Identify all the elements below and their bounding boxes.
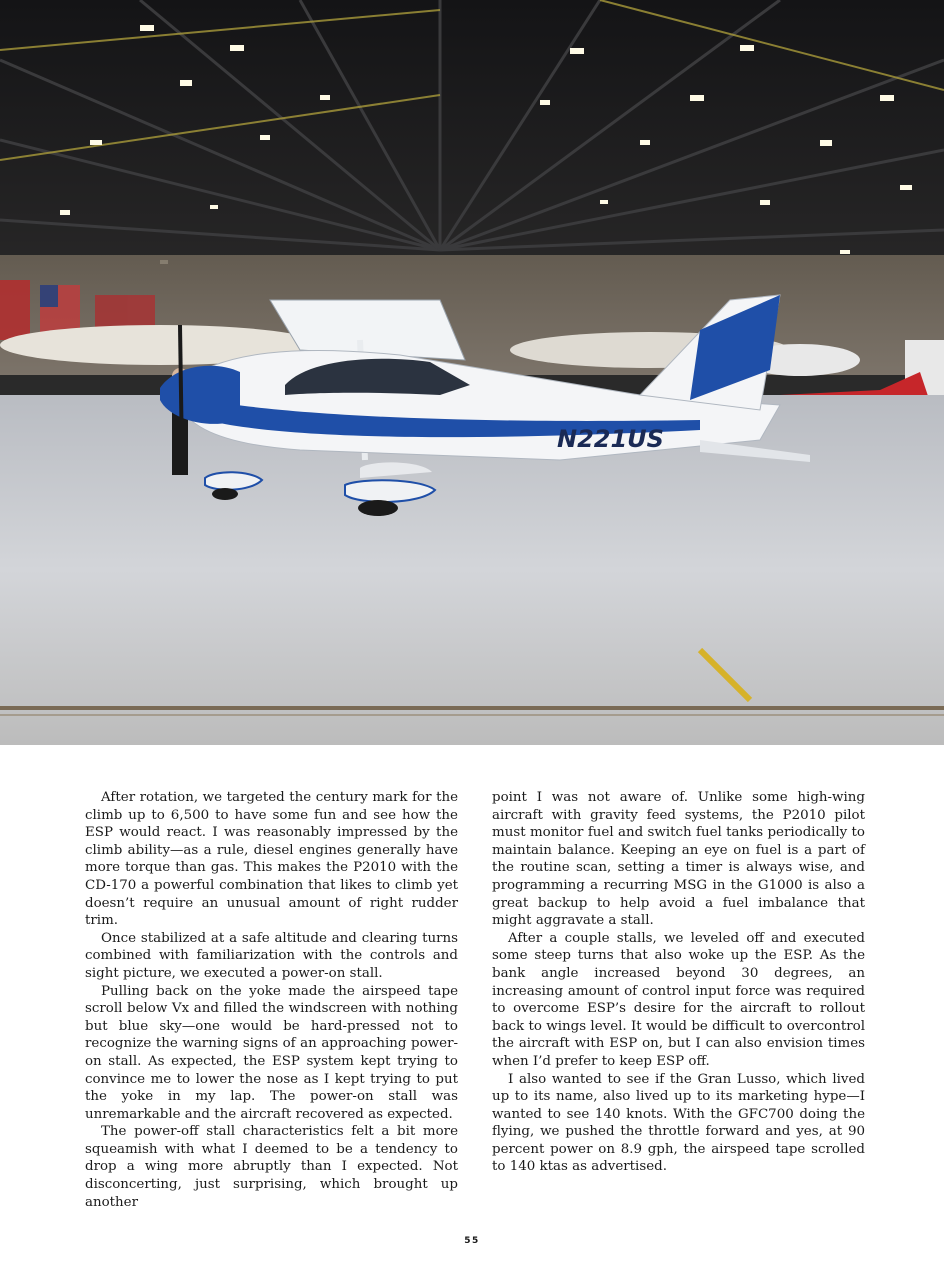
paragraph: After a couple stalls, we leveled off and executed some steep turns that also woke up the ESP. As the bank angle increased beyond 30 degrees, an increasing amount of control input force was required to overcome ESP’s desire for the aircraft to rollout back to wings level. It would be difficult to overcontrol the aircraft with ESP on, but I can also envision times when I’d prefer to keep ESP off. (492, 930, 865, 1069)
article-column-right (492, 789, 865, 1211)
article-body (85, 789, 865, 1211)
page-number: 55 (464, 1236, 480, 1246)
article-column-left (85, 789, 458, 1211)
paragraph: point I was not aware of. Unlike some high-wing aircraft with gravity feed systems, the P2010 pilot must monitor fuel and switch fuel tanks periodically to maintain balance. Keeping an eye on fuel is a part of the routine scan, setting a timer is always wise, and programming a recurring MSG in the G1000 is also a great backup to help avoid a fuel imbalance that might aggravate a stall. (492, 790, 865, 929)
paragraph: The power-off stall characteristics felt a bit more squeamish with what I deemed to be a tendency to drop a wing more abruptly than I expected. Not disconcerting, just surprising, which brought up another (85, 1124, 458, 1210)
paragraph: After rotation, we targeted the century mark for the climb up to 6,500 to have some fun and see how the ESP would react. I was reasonably impressed by the climb ability—as a rule, diesel engines generally have more torque than gas. This makes the P2010 with the CD-170 a powerful combination that likes to climb yet doesn’t require an unusual amount of right rudder trim. (85, 790, 458, 929)
paragraph: I also wanted to see if the Gran Lusso, which lived up to its name, also lived up to its marketing hype—I wanted to see 140 knots. With the GFC700 doing the flying, we pushed the throttle forward and yes, at 90 percent power on 8.9 gph, the airspeed tape scrolled to 140 ktas as advertised. (492, 1071, 865, 1175)
paragraph: Once stabilized at a safe altitude and clearing turns combined with familiarization with the controls and sight picture, we executed a power-on stall. (85, 930, 458, 981)
tail-number: N221US (557, 425, 664, 453)
paragraph: Pulling back on the yoke made the airspeed tape scroll below Vx and filled the windscreen with nothing but blue sky—one would be hard-pressed not to recognize the warning signs of an approaching power-on stall. As expected, the ESP system kept trying to convince me to lower the nose as I kept trying to put the yoke in my lap. The power-on stall was unremarkable and the aircraft recovered as expected. (85, 983, 458, 1122)
